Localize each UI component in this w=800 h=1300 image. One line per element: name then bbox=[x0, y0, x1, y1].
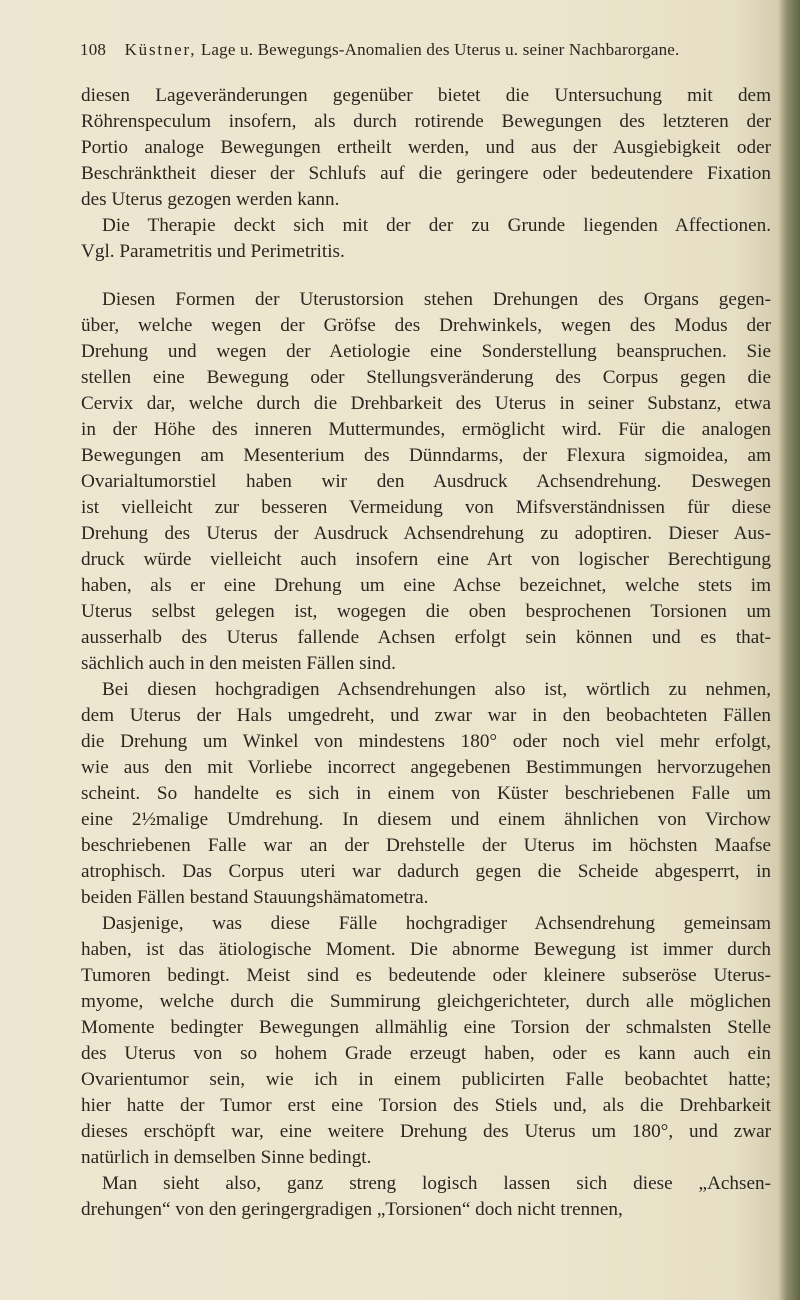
text-line: Cervix dar, welche durch die Drehbarkeit des Uterus in seiner Substanz, etwa bbox=[81, 393, 771, 414]
text-line: Drehung des Uterus der Ausdruck Achsendrehung zu adoptiren. Dieser Aus- bbox=[81, 523, 771, 544]
text-line: des Uterus gezogen werden kann. bbox=[81, 189, 340, 210]
text-line: des Uterus von so hohem Grade erzeugt haben, oder es kann auch ein bbox=[81, 1043, 771, 1064]
text-line: myome, welche durch die Summirung gleichgerichteter, durch alle möglichen bbox=[81, 991, 771, 1012]
text-line: scheint. So handelte es sich in einem von Küster beschriebenen Falle um bbox=[81, 783, 771, 804]
text-line: beiden Fällen bestand Stauungshämatometra. bbox=[81, 887, 429, 908]
text-line: Die Therapie deckt sich mit der der zu Grunde liegenden Affectionen. bbox=[102, 215, 771, 236]
running-head-title: Lage u. Bewegungs-Anomalien des Uterus u. seiner Nachbarorgane. bbox=[200, 40, 680, 59]
text-line: Momente bedingter Bewegungen allmählig eine Torsion der schmalsten Stelle bbox=[81, 1017, 771, 1038]
text-line: hier hatte der Tumor erst eine Torsion des Stiels und, als die Drehbarkeit bbox=[81, 1095, 771, 1116]
paragraph-gap bbox=[81, 265, 771, 287]
paragraph bbox=[81, 83, 771, 213]
text-line: die Drehung um Winkel von mindestens 180° oder noch viel mehr erfolgt, bbox=[81, 731, 771, 752]
text-line: in der Höhe des inneren Muttermundes, ermöglicht wird. Für die analogen bbox=[81, 419, 771, 440]
text-line: Bewegungen am Mesenterium des Dünndarms, der Flexura sigmoidea, am bbox=[81, 445, 771, 466]
text-line: stellen eine Bewegung oder Stellungsveränderung des Corpus gegen die bbox=[81, 367, 771, 388]
running-header bbox=[80, 40, 770, 64]
text-line: Tumoren bedingt. Meist sind es bedeutende oder kleinere subseröse Uterus- bbox=[81, 965, 771, 986]
text-line: Vgl. Parametritis und Perimetritis. bbox=[81, 241, 345, 262]
text-line: drehungen“ von den geringergradigen „Torsionen“ doch nicht trennen, bbox=[81, 1199, 623, 1220]
running-head-author: Küstner, bbox=[124, 40, 197, 59]
text-line: Bei diesen hochgradigen Achsendrehungen also ist, wörtlich zu nehmen, bbox=[102, 679, 771, 700]
paragraph bbox=[81, 677, 771, 911]
text-line: haben, ist das ätiologische Moment. Die abnorme Bewegung ist immer durch bbox=[81, 939, 771, 960]
text-line: ist vielleicht zur besseren Vermeidung von Mifsverständnissen für diese bbox=[81, 497, 771, 518]
paragraph bbox=[81, 213, 771, 265]
text-line: Beschränktheit dieser der Schlufs auf die geringere oder bedeutendere Fixation bbox=[81, 163, 771, 184]
text-line: wie aus den mit Vorliebe incorrect angegebenen Bestimmungen hervorzugehen bbox=[81, 757, 771, 778]
text-line: Drehung und wegen der Aetiologie eine Sonderstellung beanspruchen. Sie bbox=[81, 341, 771, 362]
text-line: über, welche wegen der Gröfse des Drehwinkels, wegen des Modus der bbox=[81, 315, 771, 336]
paragraph bbox=[81, 1171, 771, 1223]
text-line: sächlich auch in den meisten Fällen sind. bbox=[81, 653, 396, 674]
text-line: Dasjenige, was diese Fälle hochgradiger Achsendrehung gemeinsam bbox=[102, 913, 771, 934]
text-line: Röhrenspeculum insofern, als durch rotirende Bewegungen des letzteren der bbox=[81, 111, 771, 132]
text-line: Man sieht also, ganz streng logisch lassen sich diese „Achsen- bbox=[102, 1173, 771, 1194]
text-line: Uterus selbst gelegen ist, wogegen die oben besprochenen Torsionen um bbox=[81, 601, 771, 622]
paragraph bbox=[81, 911, 771, 1171]
text-line: eine 2½malige Umdrehung. In diesem und einem ähnlichen von Virchow bbox=[81, 809, 771, 830]
text-line: druck würde vielleicht auch insofern eine Art von logischer Berechtigung bbox=[81, 549, 771, 570]
running-head bbox=[125, 40, 680, 59]
text-line: atrophisch. Das Corpus uteri war dadurch gegen die Scheide abgesperrt, in bbox=[81, 861, 771, 882]
text-line: haben, als er eine Drehung um eine Achse bezeichnet, welche stets im bbox=[81, 575, 771, 596]
text-line: dieses erschöpft war, eine weitere Drehung des Uterus um 180°, und zwar bbox=[81, 1121, 771, 1142]
text-line: ausserhalb des Uterus fallende Achsen erfolgt sein können und es that- bbox=[81, 627, 771, 648]
text-line: natürlich in demselben Sinne bedingt. bbox=[81, 1147, 372, 1168]
page-number: 108 bbox=[80, 40, 107, 59]
text-line: Ovarialtumorstiel haben wir den Ausdruck Achsendrehung. Deswegen bbox=[81, 471, 771, 492]
page-edge-shadow bbox=[778, 0, 800, 1300]
text-line: Ovarientumor sein, wie ich in einem publicirten Falle beobachtet hatte; bbox=[81, 1069, 771, 1090]
text-line: dem Uterus der Hals umgedreht, und zwar war in den beobachteten Fällen bbox=[81, 705, 771, 726]
body-text bbox=[81, 83, 771, 1223]
paragraph bbox=[81, 287, 771, 677]
text-line: beschriebenen Falle war an der Drehstelle der Uterus im höchsten Maafse bbox=[81, 835, 771, 856]
text-line: diesen Lageveränderungen gegenüber bietet die Untersuchung mit dem bbox=[81, 85, 771, 106]
text-line: Portio analoge Bewegungen ertheilt werden, und aus der Ausgiebigkeit oder bbox=[81, 137, 771, 158]
text-line: Diesen Formen der Uterustorsion stehen Drehungen des Organs gegen- bbox=[102, 289, 771, 310]
